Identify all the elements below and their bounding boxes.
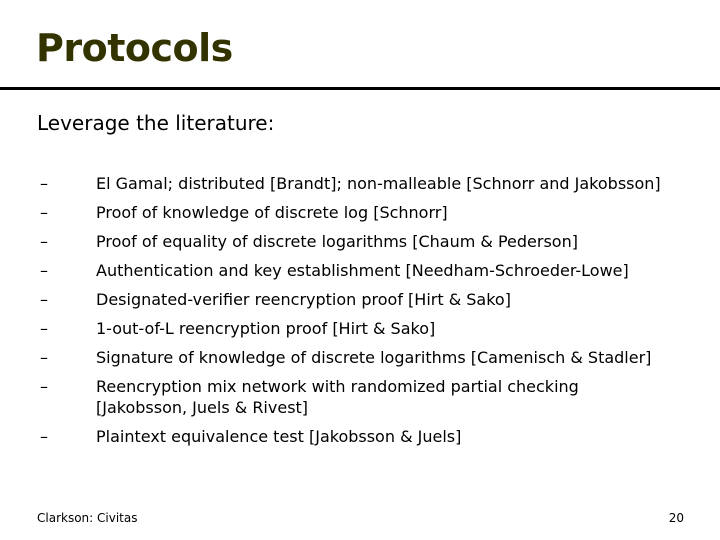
reference-list [40, 173, 666, 447]
bullet-dash: – [40, 261, 48, 280]
list-item [40, 260, 666, 281]
list-item [40, 289, 666, 310]
list-item [40, 347, 666, 368]
page-number: 20 [668, 511, 684, 525]
bullet-dash: – [40, 290, 48, 309]
list-item-text: El Gamal; distributed [Brandt]; non-malleable [Schnorr and Jakobsson] [96, 174, 661, 193]
bullet-dash: – [40, 348, 48, 367]
bullet-dash: – [40, 319, 48, 338]
list-item-text: Designated-verifier reencryption proof [Hirt & Sako] [96, 290, 511, 309]
slide-title: Protocols [36, 26, 233, 70]
list-item [40, 202, 666, 223]
bullet-dash: – [40, 174, 48, 193]
bullet-dash: – [40, 427, 48, 446]
list-item [40, 173, 666, 194]
title-divider [0, 87, 720, 90]
list-item-text: Proof of equality of discrete logarithms [Chaum & Pederson] [96, 232, 578, 251]
list-item [40, 426, 666, 447]
footer-source: Clarkson: Civitas [37, 511, 138, 525]
lead-text: Leverage the literature: [37, 111, 275, 135]
list-item-text: Proof of knowledge of discrete log [Schnorr] [96, 203, 448, 222]
list-item [40, 376, 666, 418]
list-item-text: Reencryption mix network with randomized partial checking [Jakobsson, Juels & Rivest] [96, 377, 579, 417]
list-item-text: Signature of knowledge of discrete logarithms [Camenisch & Stadler] [96, 348, 652, 367]
bullet-dash: – [40, 232, 48, 251]
bullet-dash: – [40, 377, 48, 396]
list-item-text: Authentication and key establishment [Needham-Schroeder-Lowe] [96, 261, 629, 280]
list-item [40, 231, 666, 252]
list-item [40, 318, 666, 339]
list-item-text: 1-out-of-L reencryption proof [Hirt & Sako] [96, 319, 436, 338]
list-item-text: Plaintext equivalence test [Jakobsson & Juels] [96, 427, 462, 446]
bullet-dash: – [40, 203, 48, 222]
